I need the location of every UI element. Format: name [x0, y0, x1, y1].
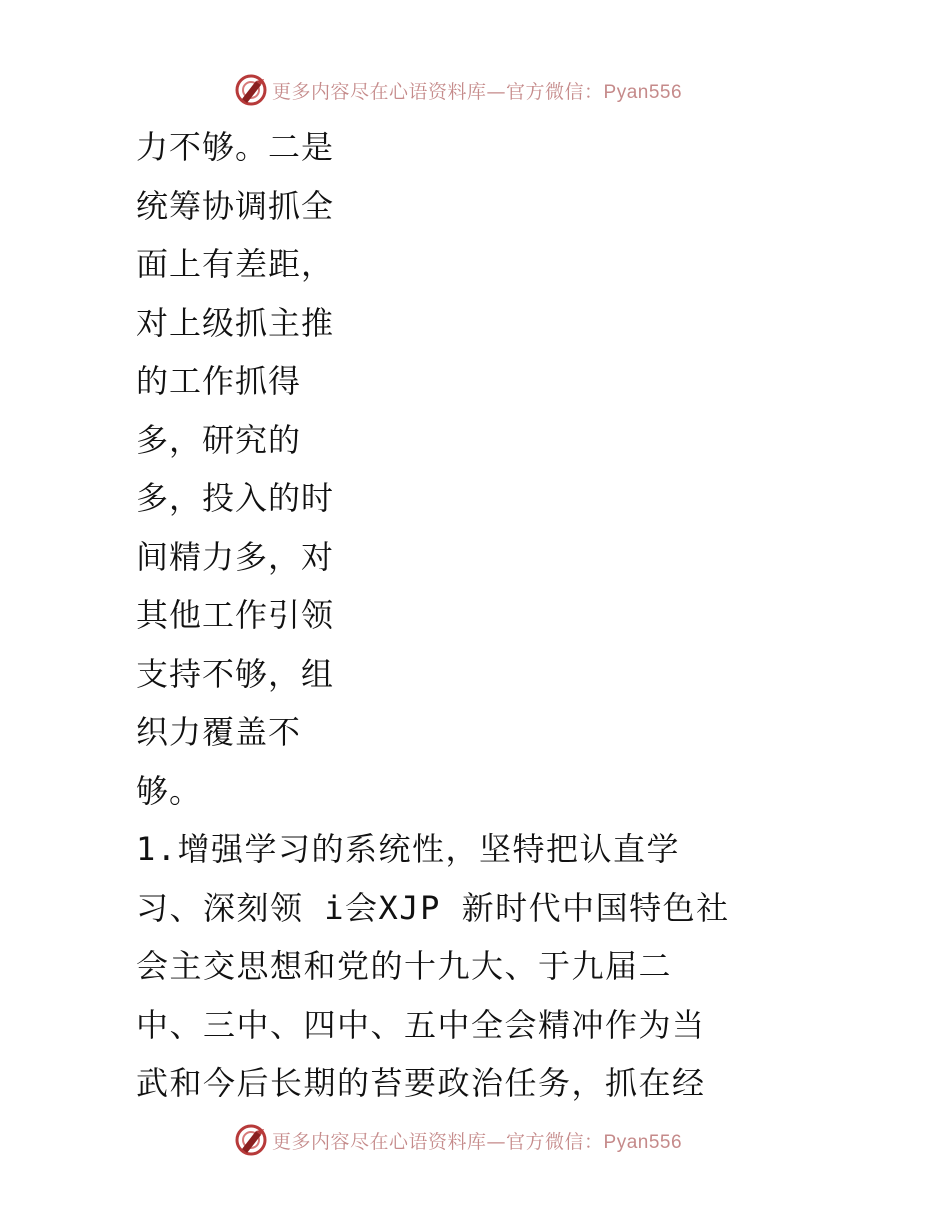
text-line: 的工作抓得 — [136, 362, 302, 400]
text-line: 多，投入的时 — [136, 479, 335, 517]
document-body — [136, 118, 736, 1113]
footer-banner-cn: 更多内容尽在心语资料库—官方微信： — [272, 1130, 604, 1153]
paragraph-line: 中、三中、四中、五中全会精冲作为当 — [136, 1005, 706, 1044]
header-banner — [234, 72, 682, 108]
paragraph-line: 武和今后长期的苔要政治任务，抓在经 — [136, 1064, 706, 1102]
text-line: 力不够。二是 — [136, 128, 335, 166]
text-line: 多，研究的 — [136, 420, 302, 459]
text-line: 其他工作引领 — [136, 596, 335, 634]
paragraph-line: 1.增强学习的系统性，坚特把认直学 — [136, 830, 681, 868]
header-banner-cn: 更多内容尽在心语资料库—官方微信： — [272, 80, 604, 103]
text-line: 对上级抓主推 — [136, 303, 335, 342]
footer-banner-text — [272, 1127, 682, 1154]
paragraph-line: 习、深刻领 i会XJP 新时代中国特色社 — [136, 888, 730, 927]
text-line: 够。 — [136, 771, 203, 810]
header-banner-text — [272, 77, 682, 104]
text-line: 统筹协调抓全 — [136, 186, 335, 225]
text-line: 支持不够，组 — [136, 654, 335, 693]
footer-banner-wechat-id: Pyan556 — [603, 1131, 683, 1153]
pen-nib-logo-icon — [234, 73, 268, 107]
text-line: 织力覆盖不 — [136, 713, 302, 751]
pen-nib-logo-icon — [234, 1123, 268, 1157]
paragraph-line: 会主交思想和党的十九大、于九届二 — [136, 947, 673, 985]
footer-banner — [234, 1122, 682, 1158]
text-line: 面上有差距， — [136, 245, 335, 283]
header-banner-wechat-id: Pyan556 — [603, 81, 683, 103]
text-line: 间精力多，对 — [136, 537, 335, 576]
